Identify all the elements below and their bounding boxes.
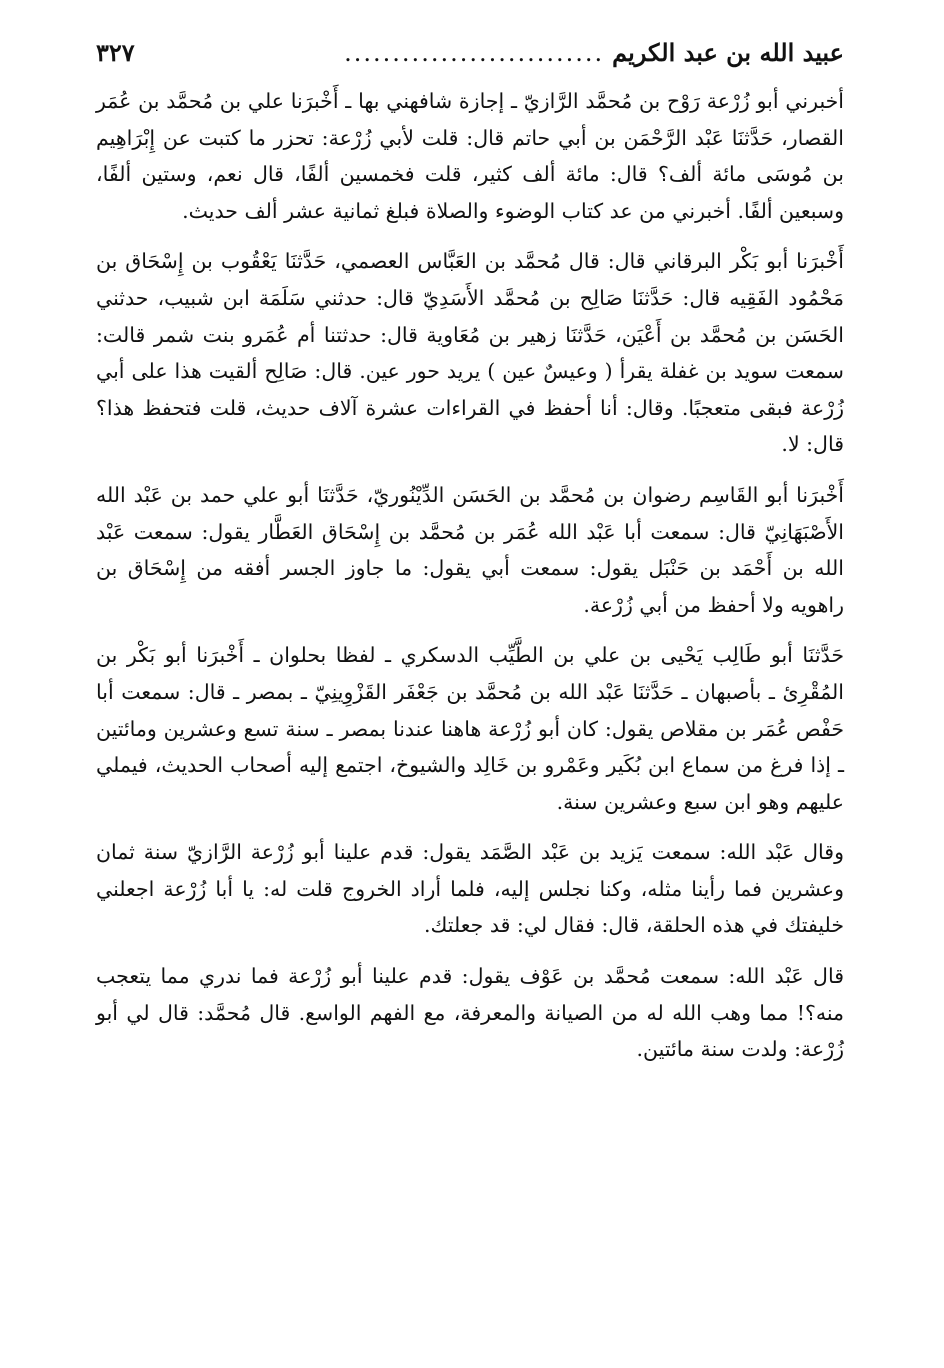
- dot-leader: ...........................: [344, 39, 605, 67]
- paragraph-1: أخبرني أبو زُرْعة رَوْح بن مُحمَّد الرَّازيّ ـ إجازة شافهني بها ـ أَخْبرَنا علي بن مُحمَّد بن عُمَر القصار، حَدَّثنَا عَبْد الرَّحْمَن بن أبي حاتم قال: قلت لأبي زُرْعة: تحزر ما كتبت عن إِبْرَاهِيم بن مُوسَى مائة ألف؟ قال: مائة ألف كثير، قلت فخمسين ألفًا، قال نعم، وستين ألفًا، وسبعين ألفًا. أخبرني من عد كتاب الوضوء والصلاة فبلغ ثمانية عشر ألف حديث.: [96, 89, 844, 223]
- running-title: عبيد الله بن عبد الكريم: [612, 38, 844, 67]
- paragraph-2: أَخْبرَنا أبو بَكْر البرقاني قال: قال مُحمَّد بن العَبَّاس العصمي، حَدَّثنَا يَعْقُوب بن إِسْحَاق بن مَحْمُود الفَقِيه قال: حَدَّثنَا صَالِح بن مُحمَّد الأَسَدِيّ قال: حدثني سَلَمَة ابن شبيب، حدثني الحَسَن بن مُحمَّد بن أَعْيَن، حَدَّثنَا زهير بن مُعَاوية قال: حدثتنا أم عُمَرو بنت شمر قالت: سمعت سويد بن غفلة يقرأ ( وعيسٌ عين ) يريد حور عين. قال: صَالِح ألقيت هذا على أبي زُرْعة فبقى متعجبًا. وقال: أنا أحفظ في القراءات عشرة آلاف حديث، قلت فتحفظ هذا؟ قال: لا.: [96, 249, 844, 457]
- page-header: [96, 38, 844, 81]
- paragraph-4: حَدَّثنَا أبو طَالِب يَحْيى بن علي بن الطَّيِّب الدسكري ـ لفظا بحلوان ـ أَخْبرَنا أبو بَكْر بن المُقْرِئ ـ بأصبهان ـ حَدَّثنَا عَبْد الله بن مُحمَّد بن جَعْفَر القَزْوِينِيّ ـ بمصر ـ قال: سمعت أبا حَفْص عُمَر بن مقلاص يقول: كان أبو زُرْعة هاهنا عندنا بمصر ـ سنة تسع وعشرين ومائتين ـ إذا فرغ من سماع ابن بُكَير وعَمْرو بن خَالِد والشيوخ، اجتمع إليه أصحاب الحديث، فيملي عليهم وهو ابن سبع وعشرين سنة.: [96, 643, 844, 814]
- paragraph-3: أَخْبرَنا أبو القَاسِم رضوان بن مُحمَّد بن الحَسَن الدِّيْنُوريّ، حَدَّثنَا أبو علي حمد بن عَبْد الله الأَصْبَهَانِيّ قال: سمعت أبا عَبْد الله عُمَر بن مُحمَّد بن إِسْحَاق العَطَّار يقول: سمعت عَبْد الله بن أَحْمَد بن حَنْبَل يقول: سمعت أبي يقول: ما جاوز الجسر أفقه من إِسْحَاق بن راهويه ولا أحفظ من أبي زُرْعة.: [96, 482, 844, 617]
- paragraph-5: وقال عَبْد الله: سمعت يَزيد بن عَبْد الصَّمَد يقول: قدم علينا أبو زُرْعة الرَّازيّ سنة ثمان وعشرين فما رأينا مثله، وكنا نجلس إليه، فلما أراد الخروج قلت له: يا أبا زُرْعة اجعلني خليفتك في هذه الحلقة، قال: فقال لي: قد جعلتك.: [96, 840, 844, 938]
- book-page: [96, 38, 844, 1082]
- paragraph-6: قال عَبْد الله: سمعت مُحمَّد بن عَوْف يقول: قدم علينا أبو زُرْعة فما ندري مما يتعجب منه؟! مما وهب الله له من الصيانة والمعرفة، مع الفهم الواسع. قال مُحمَّد: قال لي أبو زُرْعة: ولدت سنة مائتين.: [96, 964, 844, 1062]
- page-number: ٣٢٧: [96, 38, 135, 67]
